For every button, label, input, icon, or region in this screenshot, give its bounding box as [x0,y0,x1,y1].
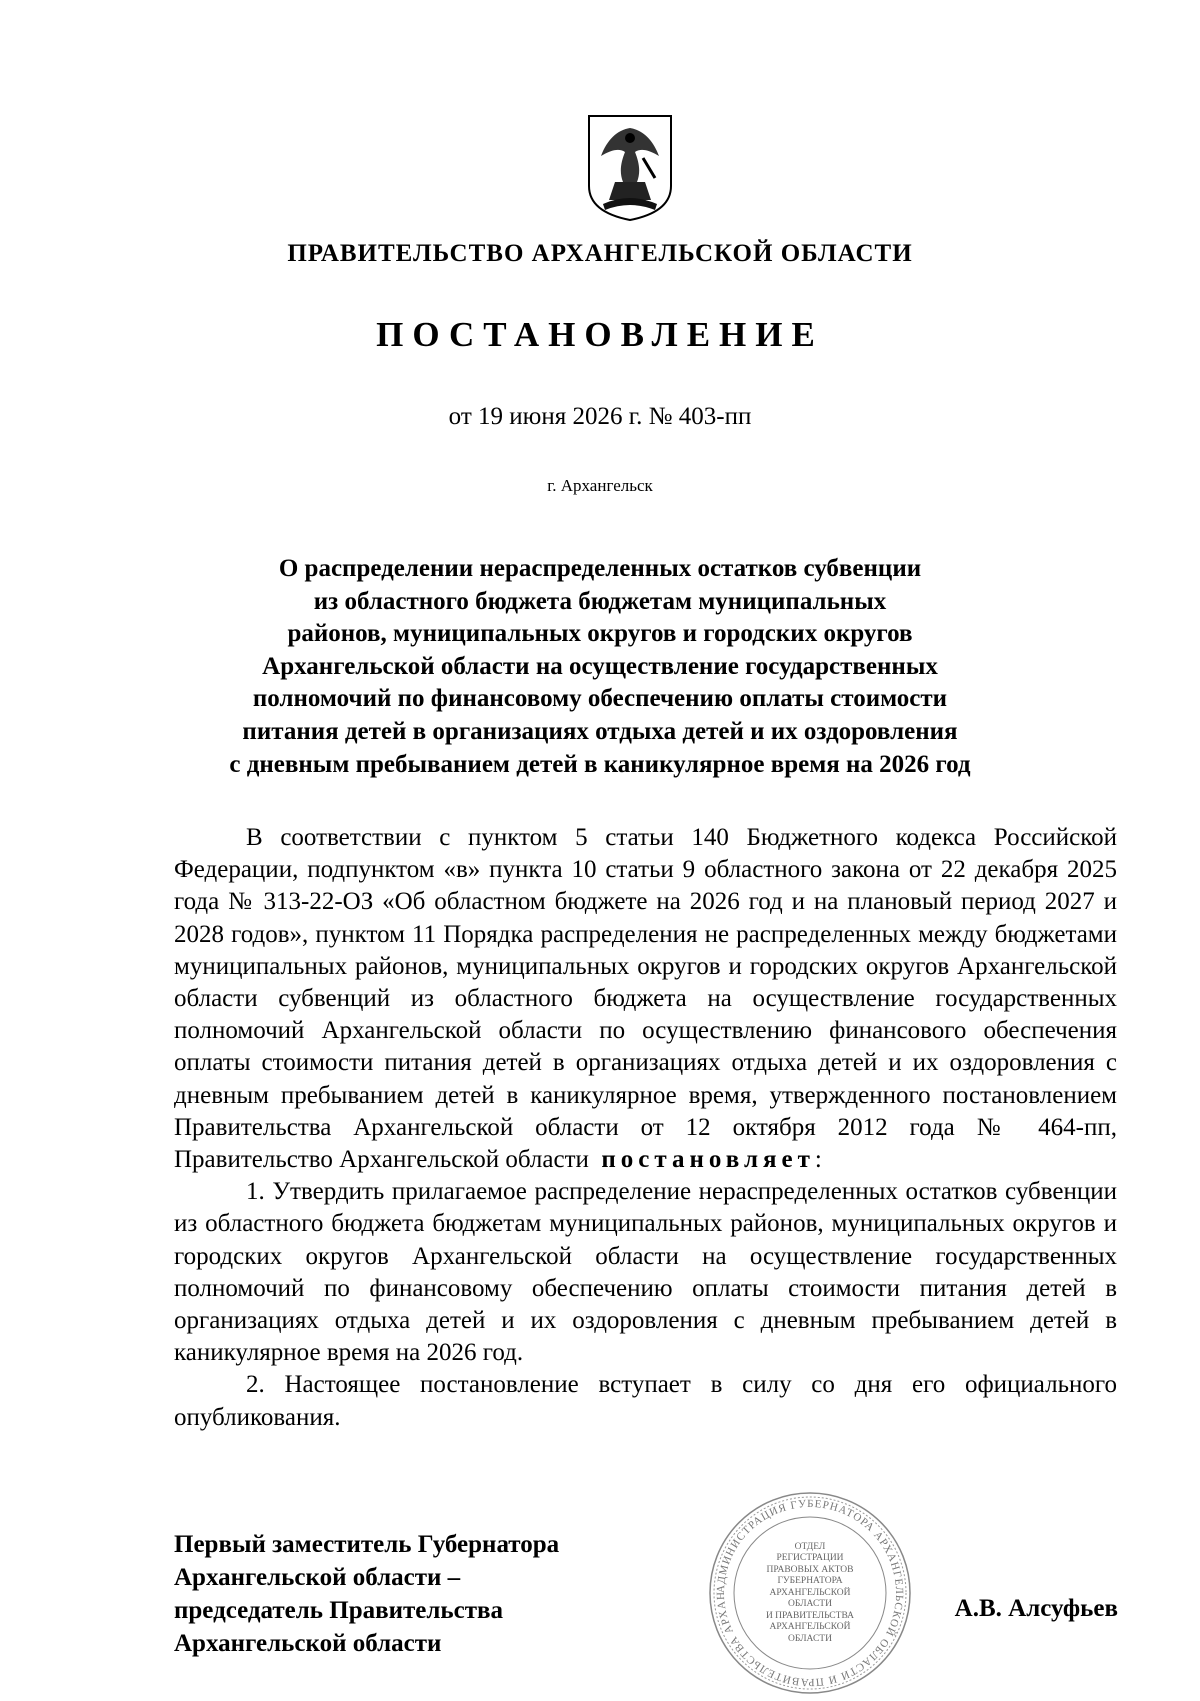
coat-of-arms-emblem [585,112,675,224]
title-line: питания детей в организациях отдыха детей и их оздоровления [242,717,958,745]
position-line: Архангельской области [174,1630,442,1657]
document-date-number: от 19 июня 2026 г. № 403-пп [448,403,752,430]
signatory-name: А.В. Алсуфьев [954,1595,1118,1622]
stamp-line: АРХАНГЕЛЬСКОЙ [769,1622,851,1633]
stamp-line: ПРАВОВЫХ АКТОВ [766,1564,854,1575]
title-line: из областного бюджета бюджетам муниципальных [313,587,887,615]
document-body [174,822,1117,1434]
stamp-line: ОБЛАСТИ [788,1633,832,1644]
title-line: районов, муниципальных округов и городских округов [287,620,913,648]
position-line: председатель Правительства [174,1597,504,1624]
stamp-ring-text: АДМИНИСТРАЦИЯ ГУБЕРНАТОРА АРХАНГЕЛЬСКОЙ ОБЛАСТИ И ПРАВИТЕЛЬСТВА АРХАН [714,1497,906,1689]
stamp-line: И ПРАВИТЕЛЬСТВА [765,1610,855,1621]
document-city: г. Архангельск [547,476,653,495]
stamp-line: ОТДЕЛ [794,1541,826,1552]
resolves-word: постановляет [601,1146,815,1174]
preamble-paragraph [174,822,1117,1176]
title-line: Архангельской области на осуществление государственных [262,652,938,680]
stamp-line: РЕГИСТРАЦИИ [776,1553,844,1564]
title-line: с дневным пребыванием детей в каникулярное время на 2026 год [229,750,971,778]
stamp-center-text [706,1491,914,1696]
organization-name: ПРАВИТЕЛЬСТВО АРХАНГЕЛЬСКОЙ ОБЛАСТИ [287,240,913,267]
item-1-paragraph: 1. Утвердить прилагаемое распределение нераспределенных остатков субвенции из областного бюджета бюджетам муниципальных районов, муниципальных округов и городских округов Архангельской области на осуществление государственных полномочий по финансовому обеспечению оплаты стоимости питания детей в организациях отдыха детей и их оздоровления с дневным пребыванием детей в каникулярное время на 2026 год. [174,1178,1117,1367]
position-line: Архангельской области – [174,1564,461,1591]
title-line: О распределении нераспределенных остатков субвенции [278,555,922,582]
signatory-position [174,1528,559,1660]
document-title [180,553,1020,781]
stamp-line: АРХАНГЕЛЬСКОЙ [769,1587,851,1598]
title-line: полномочий по финансовому обеспечению оплаты стоимости [252,685,948,713]
stamp-line: ГУБЕРНАТОРА [777,1576,843,1587]
stamp-line: ОБЛАСТИ [788,1599,832,1610]
preamble-text: В соответствии с пунктом 5 статьи 140 Бюджетного кодекса Российской Федерации, подпунктом «в» пункта 10 статьи 9 областного закона от 22 декабря 2025 года № 313-22-ОЗ «Об областном бюджете на 2026 год и на плановый период 2027 и 2028 годов», пунктом 11 Порядка распределения не распределенных между бюджетами муниципальных районов, муниципальных округов и городских округов Архангельской области субвенций из областного бюджета на осуществление государственных полномочий Архангельской области по осуществлению финансового обеспечения оплаты стоимости питания детей в организациях отдыха детей и их оздоровления с дневным пребыванием детей в каникулярное время, утвержденного постановлением Правительства Архангельской области от 12 октября 2012 года № 464-пп, Правительство Архангельской области [174,824,1117,1174]
document-type: ПОСТАНОВЛЕНИЕ [376,315,824,354]
position-line: Первый заместитель Губернатора [174,1531,560,1558]
item-2-paragraph: 2. Настоящее постановление вступает в силу со дня его официального опубликования. [174,1371,1117,1431]
official-stamp [706,1491,914,1696]
resolves-suffix: : [814,1146,822,1174]
